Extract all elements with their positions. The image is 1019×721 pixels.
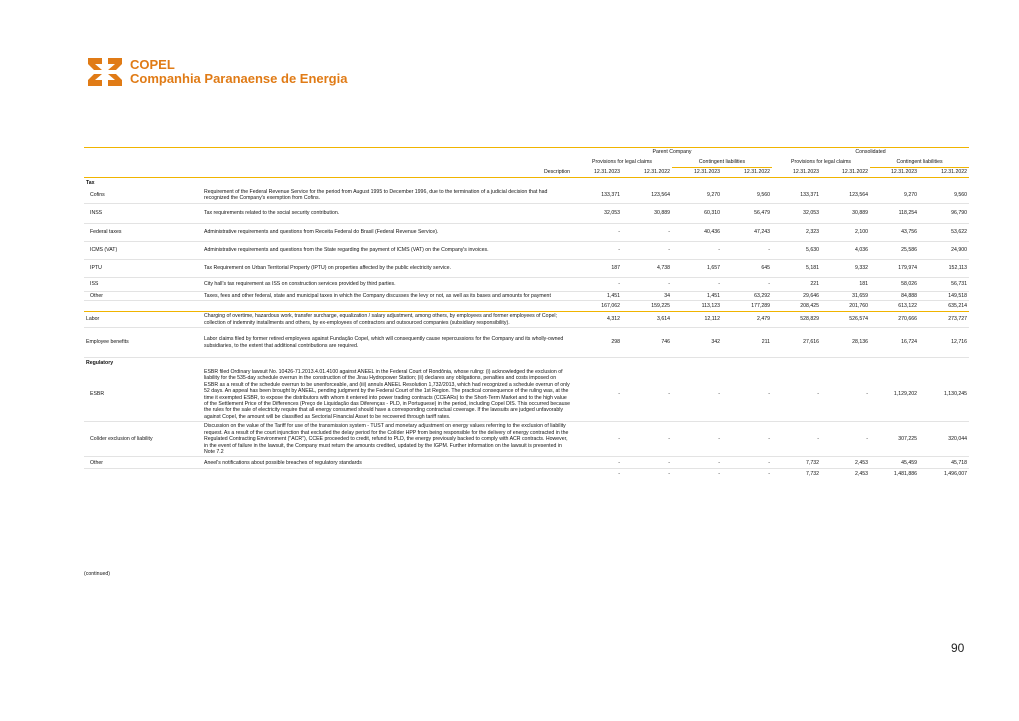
value-cell: -	[672, 457, 722, 469]
company-full-name: Companhia Paranaense de Energia	[130, 71, 348, 86]
date-header: 12.31.2023	[572, 168, 622, 178]
row-description: Requirement of the Federal Revenue Service for the period from August 1995 to December 1996, due to the termination of a judicial decision that had recognized the Company's exemption from Cofins.	[202, 188, 572, 203]
row-label: Employee benefits	[84, 328, 202, 358]
subtotal-cell: 113,123	[672, 301, 722, 312]
subtotal-cell: 159,225	[622, 301, 672, 312]
value-cell: 645	[722, 259, 772, 277]
company-short-name: COPEL	[130, 57, 175, 72]
value-cell: 25,586	[870, 241, 919, 259]
table-row	[84, 291, 969, 300]
row-label: Other	[84, 291, 202, 300]
subtotal-cell: 1,496,007	[919, 469, 969, 480]
subtotal-cell: 177,289	[722, 301, 772, 312]
value-cell: -	[622, 277, 672, 291]
value-cell: -	[622, 457, 672, 469]
value-cell: 24,900	[919, 241, 969, 259]
continued-note: (continued)	[84, 571, 110, 577]
description-header: Description	[202, 168, 572, 178]
value-cell: 9,270	[672, 188, 722, 203]
value-cell: 9,560	[919, 188, 969, 203]
company-logo	[88, 56, 347, 88]
row-label: ESBR	[84, 368, 202, 422]
value-cell: -	[772, 422, 821, 457]
subtotal-cell: 635,214	[919, 301, 969, 312]
value-cell: 1,130,245	[919, 368, 969, 422]
subtotal-cell: 1,481,886	[870, 469, 919, 480]
value-cell: 2,479	[722, 312, 772, 328]
table-row	[84, 223, 969, 241]
subtotal-cell: -	[722, 469, 772, 480]
copel-logo-icon	[88, 56, 122, 88]
date-header: 12.31.2022	[919, 168, 969, 178]
value-cell: -	[722, 457, 772, 469]
value-cell: 149,518	[919, 291, 969, 300]
row-description: Tax Requirement on Urban Territorial Property (IPTU) on properties affected by the public electricity service.	[202, 259, 572, 277]
value-cell: 30,889	[821, 203, 870, 223]
value-cell: 60,310	[672, 203, 722, 223]
parent-company-header: Parent Company	[572, 148, 772, 158]
subtotal-cell: 613,122	[870, 301, 919, 312]
value-cell: 4,312	[572, 312, 622, 328]
subtotal-cell: 208,425	[772, 301, 821, 312]
value-cell: 47,243	[722, 223, 772, 241]
value-cell: -	[572, 457, 622, 469]
provisions-table	[84, 147, 969, 479]
value-cell: 2,453	[821, 457, 870, 469]
value-cell: 133,371	[572, 188, 622, 203]
value-cell: -	[672, 241, 722, 259]
value-cell: 30,889	[622, 203, 672, 223]
value-cell: 58,026	[870, 277, 919, 291]
subtotal-cell: -	[572, 469, 622, 480]
row-description: ESBR filed Ordinary lawsuit No. 10426-71.2013.4.01.4100 against ANEEL in the Federal Court of Rondônia, whose ruling: (i) acknowledged the exclusion of liability for the 535-day schedule overrun in the construction of the Jirau Hydropower Station; (ii) declares any obligations, penalties and costs imposed on ESBR as a result of the schedule overrun to be unenforceable, and (iii) annuls ANEEL Resolution 1,732/2013, which had recognized a schedule overrun of only 52 days. An appeal has been brought by ANEEL, pending judgment by the Federal Court of the 1st Region. The practical consequence of the ruling was, at the time it exempted ESBR, to expose the distributors with whom it entered into power trading contracts (CCEARs) to the Short-Term Market and to the high value of the Settlement Price of the Differences (Preço de Liquidação das Diferenças - PLD, in Portuguese) in the period, including Copel DIS. This occurred because the rules for the sale of electricity require that all energy consumed should have a corresponding contractual coverage. If the lawsuits are judged unfavorably against Copel, the amount will be classified as Sectorial Financial Asset to be recovered through tariff rates.	[204, 369, 571, 420]
value-cell: 1,129,202	[870, 368, 919, 422]
value-cell: 118,254	[870, 203, 919, 223]
row-description: Taxes, fees and other federal, state and municipal taxes in which the Company discusses the levy or not, as well as its bases and amounts for payment	[202, 291, 572, 300]
value-cell: 270,666	[870, 312, 919, 328]
value-cell: 221	[772, 277, 821, 291]
subtotal-cell: 167,062	[572, 301, 622, 312]
table-row	[84, 457, 969, 469]
date-header: 12.31.2022	[622, 168, 672, 178]
value-cell: -	[622, 223, 672, 241]
row-description: Tax requirements related to the social security contribution.	[202, 203, 572, 223]
row-label: Other	[84, 457, 202, 469]
value-cell: -	[622, 241, 672, 259]
value-cell: 1,451	[572, 291, 622, 300]
value-cell: -	[821, 368, 870, 422]
value-cell: 133,371	[772, 188, 821, 203]
value-cell: 63,292	[722, 291, 772, 300]
table-row	[84, 259, 969, 277]
section-regulatory: Regulatory	[86, 359, 114, 366]
value-cell: 29,646	[772, 291, 821, 300]
page-number: 90	[951, 641, 965, 655]
value-cell: 273,727	[919, 312, 969, 328]
table-row	[84, 277, 969, 291]
value-cell: 9,270	[870, 188, 919, 203]
value-cell: 5,181	[772, 259, 821, 277]
parent-contingent-header: Contingent liabilities	[672, 157, 772, 168]
value-cell: 123,564	[821, 188, 870, 203]
value-cell: 342	[672, 328, 722, 358]
value-cell: 45,459	[870, 457, 919, 469]
value-cell: 181	[821, 277, 870, 291]
value-cell: 2,100	[821, 223, 870, 241]
row-description: Aneel's notifications about possible breaches of regulatory standards	[202, 457, 572, 469]
row-label: ISS	[84, 277, 202, 291]
date-header: 12.31.2023	[772, 168, 821, 178]
row-label: Colíder exclusion of liability	[84, 422, 202, 457]
row-description: Administrative requirements and questions from the State regarding the payment of ICMS (VAT) on the Company's invoices.	[202, 241, 572, 259]
value-cell: 32,053	[572, 203, 622, 223]
row-label: IPTU	[84, 259, 202, 277]
value-cell: 528,829	[772, 312, 821, 328]
subtotal-cell: 201,760	[821, 301, 870, 312]
value-cell: 12,112	[672, 312, 722, 328]
value-cell: 1,657	[672, 259, 722, 277]
table-row	[84, 241, 969, 259]
value-cell: 28,136	[821, 328, 870, 358]
value-cell: 27,616	[772, 328, 821, 358]
subtotal-cell: 2,453	[821, 469, 870, 480]
parent-provisions-header: Provisions for legal claims	[592, 159, 652, 166]
value-cell: 179,974	[870, 259, 919, 277]
row-label: Federal taxes	[84, 223, 202, 241]
date-header: 12.31.2023	[672, 168, 722, 178]
table-row	[84, 328, 969, 358]
row-description: City hall's tax requirement as ISS on construction services provided by third parties.	[202, 277, 572, 291]
consol-provisions-header: Provisions for legal claims	[791, 159, 851, 166]
value-cell: 1,451	[672, 291, 722, 300]
row-label: INSS	[84, 203, 202, 223]
value-cell: -	[572, 223, 622, 241]
value-cell: 16,724	[870, 328, 919, 358]
value-cell: -	[672, 277, 722, 291]
value-cell: -	[722, 277, 772, 291]
value-cell: 9,332	[821, 259, 870, 277]
row-description: Charging of overtime, hazardous work, transfer surcharge, equalization / salary adjustment, among others, by employees and former employees of Copel; collection of indemnity installments and others, by ex-employees of contractors and outsourced companies (subsidiary responsibility).	[202, 312, 572, 328]
row-description: Labor claims filed by former retired employees against Fundação Copel, which will consequently cause repercussions for the Company and its wholly-owned subsidiaries, to the extent that additional contributions are required.	[202, 328, 572, 358]
value-cell: -	[722, 241, 772, 259]
value-cell: 5,630	[772, 241, 821, 259]
date-header: 12.31.2022	[821, 168, 870, 178]
value-cell: 2,323	[772, 223, 821, 241]
value-cell: 298	[572, 328, 622, 358]
value-cell: 53,622	[919, 223, 969, 241]
value-cell: 4,738	[622, 259, 672, 277]
value-cell: -	[572, 277, 622, 291]
value-cell: -	[722, 422, 772, 457]
value-cell: 96,790	[919, 203, 969, 223]
consolidated-header: Consolidated	[772, 148, 969, 158]
value-cell: 526,574	[821, 312, 870, 328]
value-cell: 34	[622, 291, 672, 300]
consol-contingent-header: Contingent liabilities	[870, 157, 969, 168]
value-cell: 211	[722, 328, 772, 358]
value-cell: 12,716	[919, 328, 969, 358]
value-cell: 7,732	[772, 457, 821, 469]
date-header: 12.31.2023	[870, 168, 919, 178]
value-cell: -	[821, 422, 870, 457]
subtotal-cell: -	[672, 469, 722, 480]
value-cell: 3,614	[622, 312, 672, 328]
value-cell: 152,113	[919, 259, 969, 277]
row-label: Labor	[84, 312, 202, 328]
value-cell: 746	[622, 328, 672, 358]
row-label: ICMS (VAT)	[84, 241, 202, 259]
value-cell: 40,436	[672, 223, 722, 241]
subtotal-cell: 7,732	[772, 469, 821, 480]
value-cell: 84,888	[870, 291, 919, 300]
row-label: Cofins	[84, 188, 202, 203]
value-cell: 9,560	[722, 188, 772, 203]
value-cell: 43,756	[870, 223, 919, 241]
value-cell: 320,044	[919, 422, 969, 457]
regulatory-subtotal-row	[84, 469, 969, 480]
table-row	[84, 203, 969, 223]
value-cell: -	[572, 368, 622, 422]
value-cell: 32,053	[772, 203, 821, 223]
value-cell: -	[672, 422, 722, 457]
value-cell: 31,659	[821, 291, 870, 300]
section-tax: Tax	[86, 179, 95, 186]
value-cell: 4,036	[821, 241, 870, 259]
value-cell: 123,564	[622, 188, 672, 203]
value-cell: 56,731	[919, 277, 969, 291]
table-row	[84, 368, 969, 422]
value-cell: -	[622, 368, 672, 422]
value-cell: -	[572, 422, 622, 457]
value-cell: -	[672, 368, 722, 422]
value-cell: -	[722, 368, 772, 422]
date-header: 12.31.2022	[722, 168, 772, 178]
value-cell: 187	[572, 259, 622, 277]
row-description: Discussion on the value of the Tariff for use of the transmission system - TUST and monetary adjustment on energy values referring to the exclusion of liability request. As a result of the court injunction that excluded the delay period for the Colíder HPP from being responsible for the delivery of energy contracted in the Regulated Contracting Environment ("ACR"), CCEE proceeded to credit, refund to PLD, the energy previously backed to comply with ACR contracts. However, in the event of failure in the lawsuit, the Company must return the amounts credited, updated by the IGPM. Further information on the lawsuit is presented in Note 7.2	[202, 422, 572, 457]
value-cell: -	[572, 241, 622, 259]
table-row	[84, 188, 969, 203]
value-cell: 307,225	[870, 422, 919, 457]
row-description: Administrative requirements and questions from Receita Federal do Brasil (Federal Revenue Service).	[202, 223, 572, 241]
table-row	[84, 422, 969, 457]
value-cell: 56,479	[722, 203, 772, 223]
table-row	[84, 312, 969, 328]
tax-subtotal-row	[84, 301, 969, 312]
value-cell: -	[772, 368, 821, 422]
value-cell: 45,718	[919, 457, 969, 469]
subtotal-cell: -	[622, 469, 672, 480]
value-cell: -	[622, 422, 672, 457]
